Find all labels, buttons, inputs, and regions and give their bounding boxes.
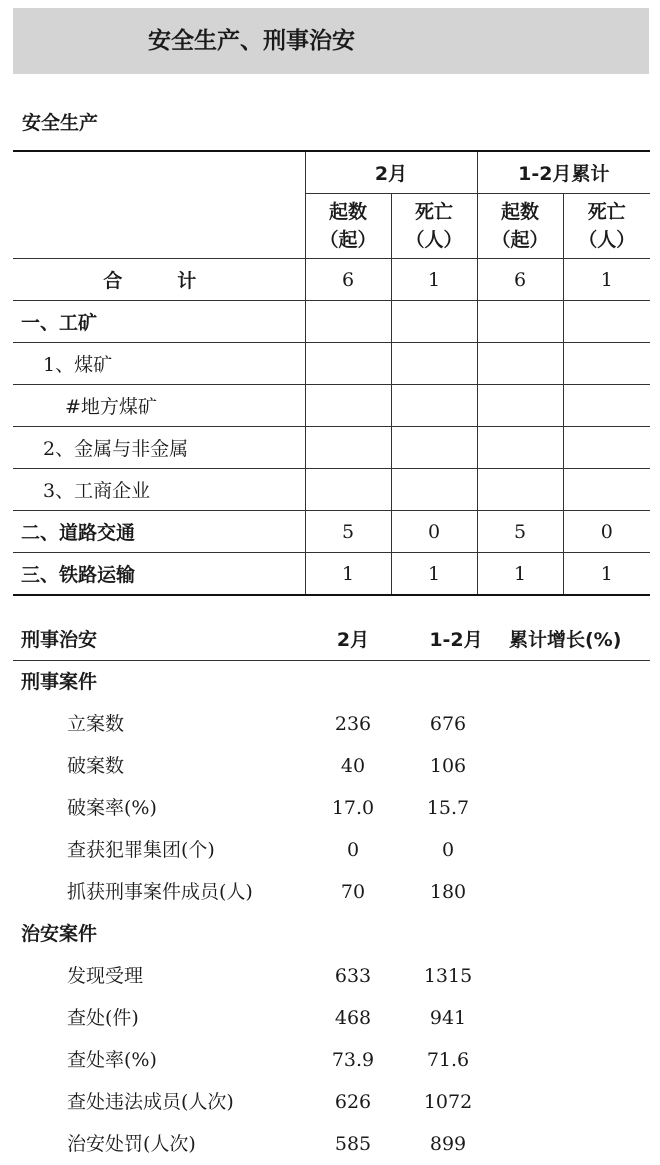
list-item — [13, 997, 650, 1039]
cell-value — [391, 469, 477, 511]
crime-section — [13, 620, 650, 1165]
col-header-jan-feb: 1-2月 — [429, 629, 483, 651]
col-deaths-feb — [391, 194, 477, 259]
item-value-cum: 15.7 — [426, 797, 470, 819]
cell-value — [477, 301, 563, 343]
item-value-feb: 236 — [334, 713, 372, 735]
list-item — [13, 787, 650, 829]
cell-value: 6 — [477, 259, 563, 301]
cell-value — [477, 343, 563, 385]
col-count-label: 起数 — [501, 201, 540, 223]
cell-value — [391, 301, 477, 343]
col-count-unit: （起） — [319, 229, 377, 251]
page-title: 安全生产、刑事治安 — [148, 28, 355, 54]
group-label: 治安案件 — [21, 923, 98, 945]
cell-value — [563, 427, 650, 469]
item-label: 查处(件) — [67, 1007, 139, 1029]
item-value-cum: 106 — [429, 755, 467, 777]
row-label-total: 合 计 — [13, 259, 305, 301]
col-header-growth: 累计增长(%) — [509, 629, 622, 651]
col-deaths-unit: （人） — [405, 229, 463, 251]
cell-value — [477, 427, 563, 469]
item-value-cum: 676 — [429, 713, 467, 735]
col-count-cum — [477, 194, 563, 259]
item-label: 发现受理 — [67, 965, 144, 987]
list-item — [13, 1039, 650, 1081]
row-label: 2、金属与非金属 — [13, 427, 305, 469]
item-label: 破案率(%) — [67, 797, 157, 819]
item-value-feb: 70 — [340, 881, 366, 903]
item-value-feb: 468 — [334, 1007, 372, 1029]
cell-value — [563, 343, 650, 385]
item-label: 查处率(%) — [67, 1049, 157, 1071]
cell-value — [563, 301, 650, 343]
col-header-feb: 2月 — [336, 629, 370, 651]
table-row — [13, 301, 650, 343]
list-item — [13, 703, 650, 745]
group-row — [13, 661, 650, 703]
cell-value: 1 — [477, 553, 563, 596]
group-label: 刑事案件 — [21, 671, 98, 693]
item-label: 查处违法成员(人次) — [67, 1091, 234, 1113]
col-group-cumulative: 1-2月累计 — [477, 151, 650, 194]
col-deaths-cum — [563, 194, 650, 259]
safety-header-row — [13, 151, 650, 194]
item-value-cum: 180 — [429, 881, 467, 903]
list-item — [13, 1081, 650, 1123]
cell-value: 6 — [305, 259, 391, 301]
row-label: 1、煤矿 — [13, 343, 305, 385]
cell-value: 1 — [563, 259, 650, 301]
item-value-feb: 17.0 — [331, 797, 375, 819]
col-deaths-label: 死亡 — [587, 201, 626, 223]
item-value-feb: 40 — [340, 755, 366, 777]
table-row — [13, 553, 650, 596]
list-item — [13, 1123, 650, 1165]
col-count-label: 起数 — [328, 201, 367, 223]
safety-table — [13, 150, 650, 596]
cell-value: 5 — [305, 511, 391, 553]
col-count-unit: （起） — [491, 229, 549, 251]
cell-value — [305, 301, 391, 343]
item-label: 查获犯罪集团(个) — [67, 839, 215, 861]
section-banner — [13, 8, 649, 74]
row-label: 一、工矿 — [13, 301, 305, 343]
item-value-cum: 71.6 — [426, 1049, 470, 1071]
item-value-cum: 0 — [441, 839, 455, 861]
cell-value — [477, 469, 563, 511]
cell-value: 1 — [391, 259, 477, 301]
item-label: 破案数 — [67, 755, 125, 777]
item-value-feb: 73.9 — [331, 1049, 375, 1071]
row-label: 三、铁路运输 — [13, 553, 305, 596]
item-label: 立案数 — [67, 713, 125, 735]
col-group-feb: 2月 — [305, 151, 477, 194]
item-value-feb: 585 — [334, 1133, 372, 1155]
cell-value: 5 — [477, 511, 563, 553]
crime-section-title: 刑事治安 — [21, 629, 98, 651]
col-deaths-label: 死亡 — [415, 201, 454, 223]
cell-value: 0 — [391, 511, 477, 553]
table-row — [13, 469, 650, 511]
col-deaths-unit: （人） — [578, 229, 636, 251]
row-label: 3、工商企业 — [13, 469, 305, 511]
cell-value — [305, 343, 391, 385]
list-item — [13, 955, 650, 997]
item-value-feb: 626 — [334, 1091, 372, 1113]
cell-value: 1 — [563, 553, 650, 596]
col-count-feb — [305, 194, 391, 259]
row-label: #地方煤矿 — [13, 385, 305, 427]
item-value-feb: 0 — [346, 839, 360, 861]
item-value-cum: 1072 — [423, 1091, 473, 1113]
cell-value — [305, 469, 391, 511]
list-item — [13, 829, 650, 871]
safety-section-title: 安全生产 — [22, 112, 99, 134]
cell-value — [563, 469, 650, 511]
item-value-cum: 899 — [429, 1133, 467, 1155]
cell-value — [391, 385, 477, 427]
item-value-cum: 1315 — [423, 965, 473, 987]
cell-value — [391, 343, 477, 385]
crime-header-row — [13, 620, 650, 661]
item-value-feb: 633 — [334, 965, 372, 987]
safety-corner-cell — [13, 151, 305, 259]
row-label: 二、道路交通 — [13, 511, 305, 553]
cell-value — [305, 385, 391, 427]
cell-value: 1 — [391, 553, 477, 596]
cell-value — [305, 427, 391, 469]
item-label: 治安处罚(人次) — [67, 1133, 196, 1155]
cell-value — [391, 427, 477, 469]
group-row — [13, 913, 650, 955]
table-row — [13, 385, 650, 427]
list-item — [13, 745, 650, 787]
table-row — [13, 427, 650, 469]
item-label: 抓获刑事案件成员(人) — [67, 881, 253, 903]
cell-value: 0 — [563, 511, 650, 553]
table-row — [13, 511, 650, 553]
cell-value — [477, 385, 563, 427]
cell-value: 1 — [305, 553, 391, 596]
table-row — [13, 259, 650, 301]
table-row — [13, 343, 650, 385]
cell-value — [563, 385, 650, 427]
list-item — [13, 871, 650, 913]
item-value-cum: 941 — [429, 1007, 467, 1029]
